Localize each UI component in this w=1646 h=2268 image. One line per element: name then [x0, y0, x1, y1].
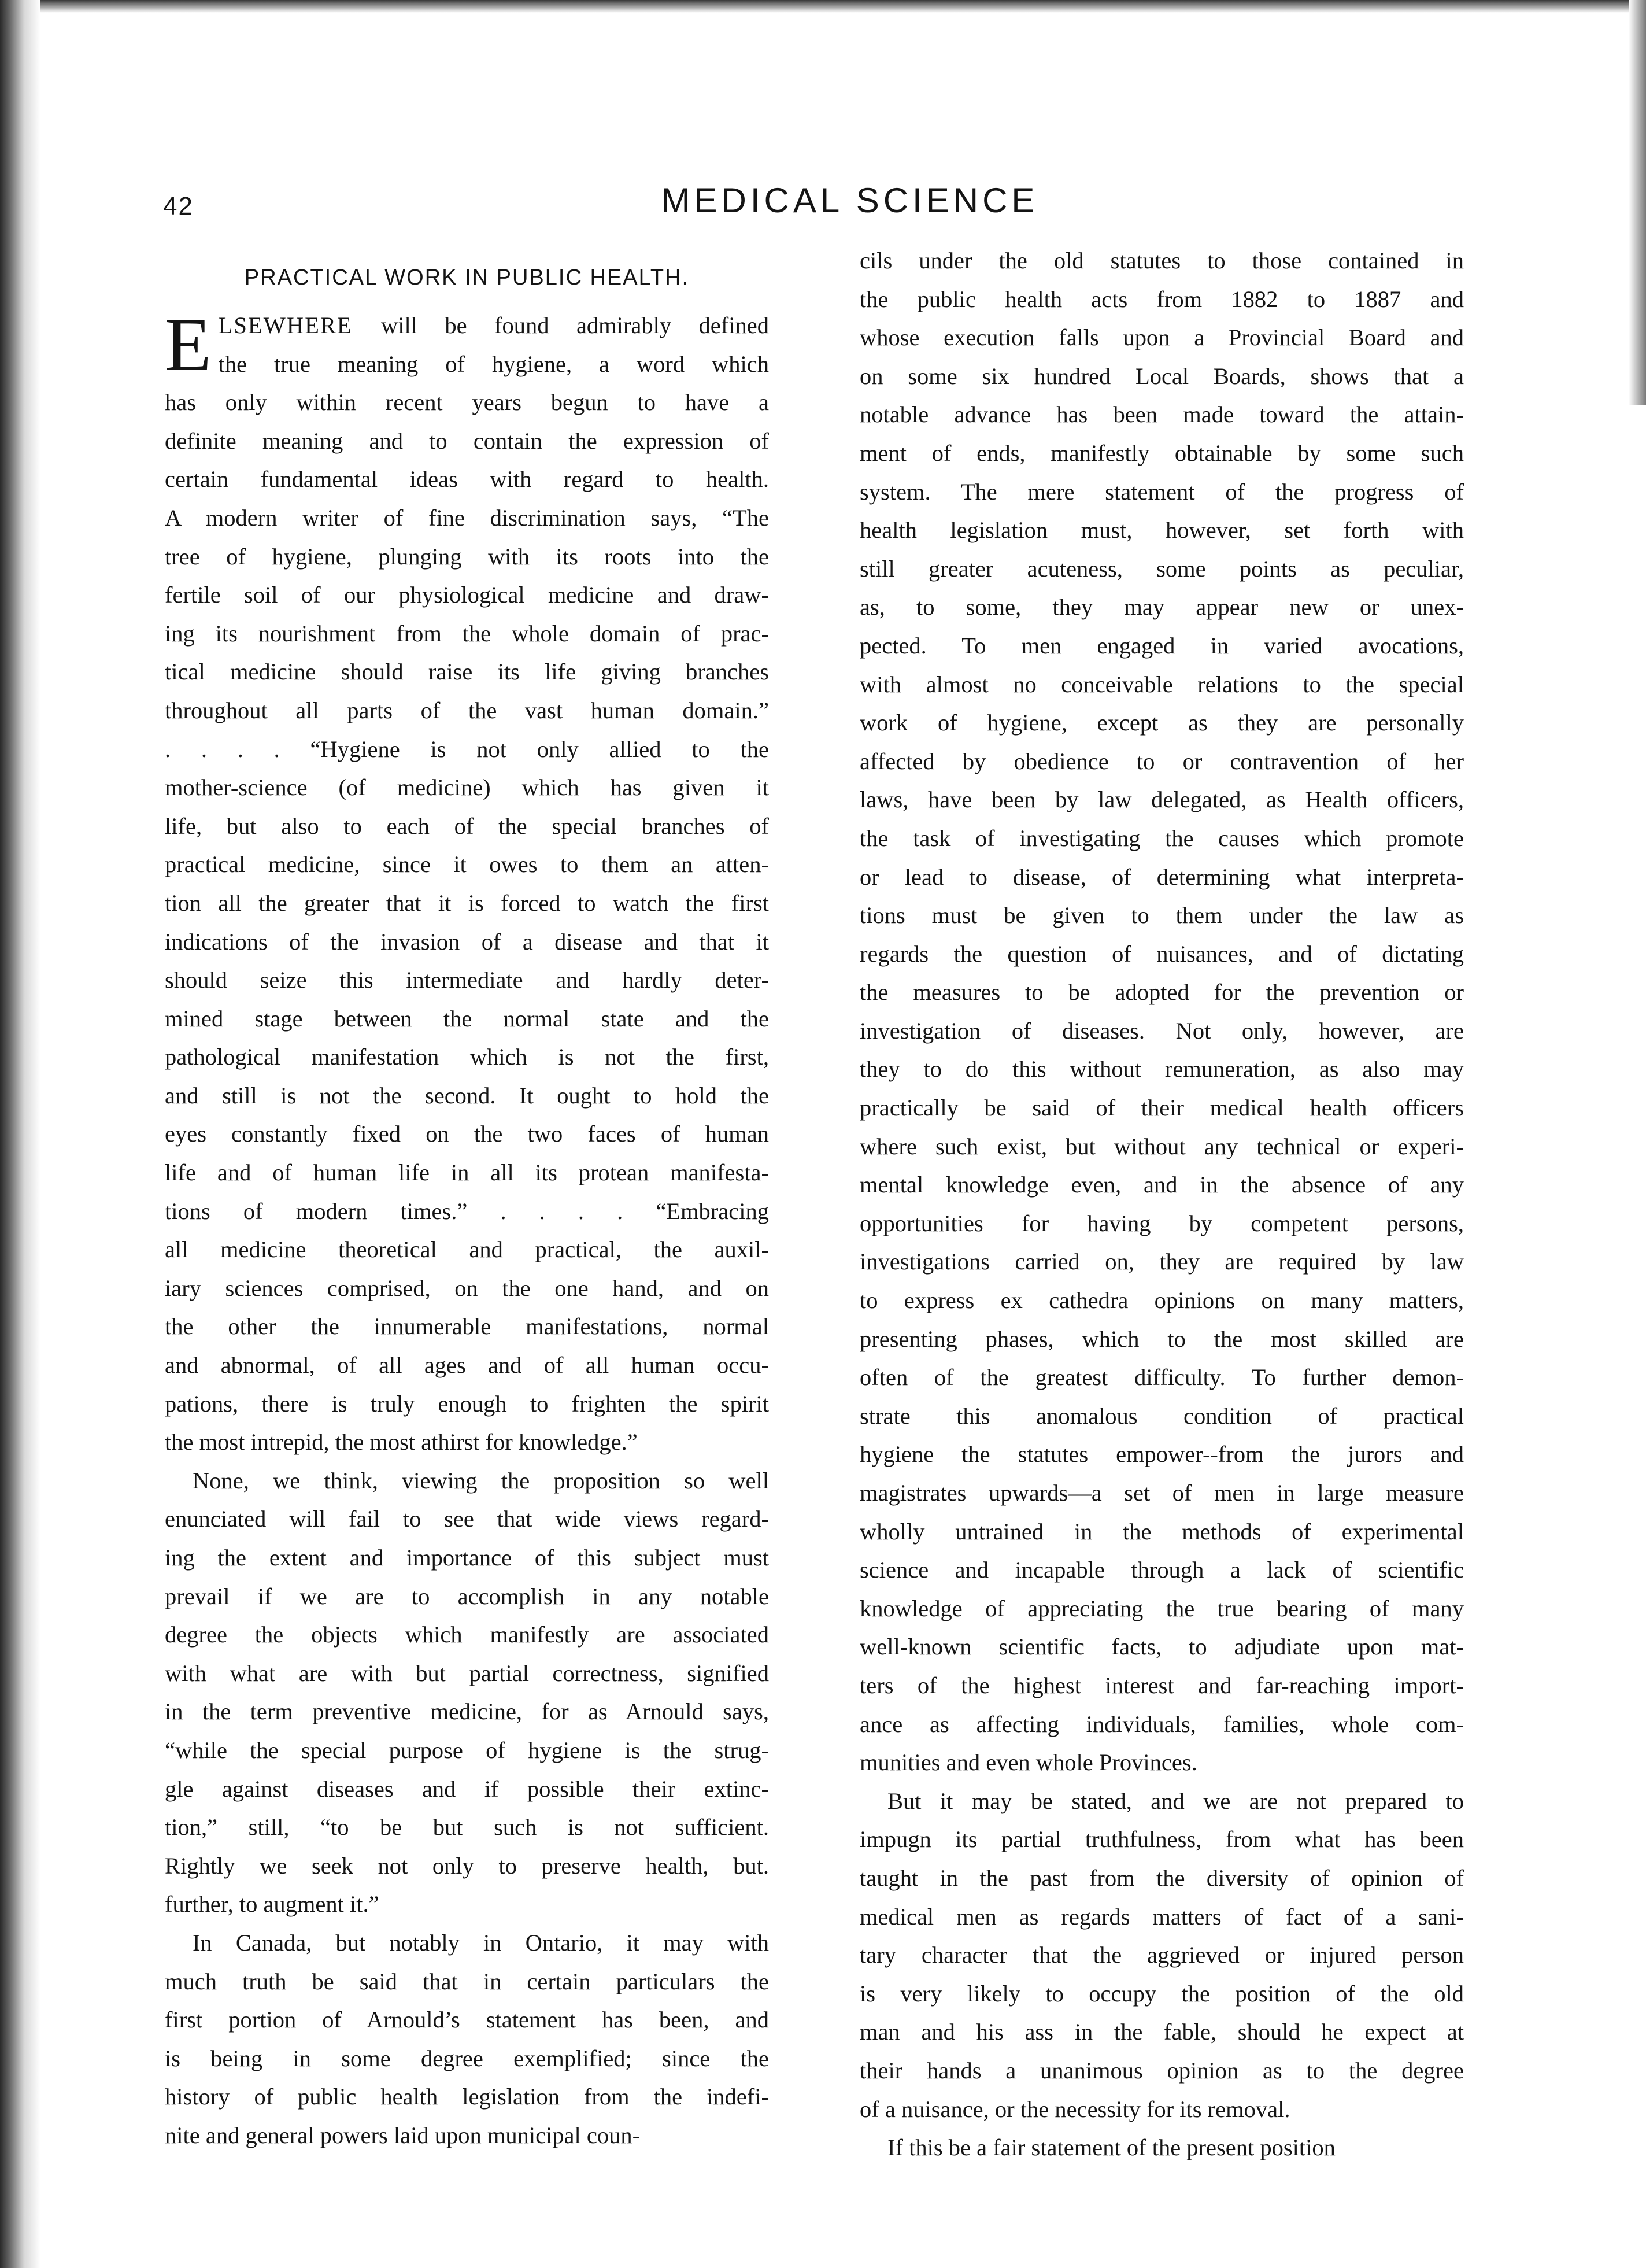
text-line: tion,” still, “to be but such is not sufficient.	[165, 1814, 769, 1841]
scan-edge-left	[0, 0, 40, 2268]
text-line: with what are with but partial correctness, signified	[165, 1660, 769, 1686]
text-line: all medicine theoretical and practical, the auxil-	[165, 1236, 769, 1263]
text-line: tions must be given to them under the law as	[860, 902, 1464, 929]
text-line: ance as affecting individuals, families, whole com-	[860, 1711, 1464, 1737]
text-line: knowledge of appreciating the true bearing of many	[860, 1595, 1464, 1621]
text-line: the true meaning of hygiene, a word which	[218, 350, 769, 377]
running-head: MEDICAL SCIENCE	[661, 181, 1039, 220]
text-line: tions of modern times.” . . . . “Embracing	[165, 1198, 769, 1224]
text-line: tical medicine should raise its life giving branches	[165, 659, 769, 685]
text-line: wholly untrained in the methods of experimental	[860, 1518, 1464, 1545]
text-line: health legislation must, however, set forth with	[860, 517, 1464, 544]
text-line: often of the greatest difficulty. To further demon-	[860, 1364, 1464, 1391]
text-line: prevail if we are to accomplish in any notable	[165, 1583, 769, 1609]
text-line: strate this anomalous condition of practical	[860, 1402, 1464, 1429]
text-line: should seize this intermediate and hardly deter-	[165, 967, 769, 993]
text-line: has only within recent years begun to have a	[165, 389, 769, 416]
text-line: ment of ends, manifestly obtainable by some such	[860, 439, 1464, 466]
text-line: laws, have been by law delegated, as Health officers,	[860, 786, 1464, 813]
text-line: mental knowledge even, and in the absence of any	[860, 1172, 1464, 1198]
text-line: is very likely to occupy the position of the old	[860, 1980, 1464, 2007]
text-line: medical men as regards matters of fact of a sani-	[860, 1903, 1464, 1930]
text-line: eyes constantly fixed on the two faces of human	[165, 1121, 769, 1147]
text-line: opportunities for having by competent persons,	[860, 1210, 1464, 1236]
text-line: presenting phases, which to the most skilled are	[860, 1325, 1464, 1352]
text-line: history of public health legislation from the indefi-	[165, 2084, 769, 2110]
first-word: LSEWHERE	[218, 312, 382, 338]
text-line: still greater acuteness, some points as peculiar,	[860, 555, 1464, 582]
text-line: life, but also to each of the special branches of	[165, 812, 769, 839]
text-line: tree of hygiene, plunging with its roots into the	[165, 543, 769, 570]
text-line: or lead to disease, of determining what interpreta-	[860, 863, 1464, 890]
text-line: in the term preventive medicine, for as Arnould says,	[165, 1698, 769, 1725]
text-line: much truth be said that in certain particulars the	[165, 1968, 769, 1994]
text-line: to express ex cathedra opinions on many matters,	[860, 1287, 1464, 1314]
text-line: the public health acts from 1882 to 1887 and	[860, 286, 1464, 312]
text-line: “while the special purpose of hygiene is the strug-	[165, 1737, 769, 1763]
text-line: as, to some, they may appear new or unex-	[860, 594, 1464, 620]
text-line: If this be a fair statement of the present position	[887, 2134, 1336, 2161]
text-line: pected. To men engaged in varied avocations,	[860, 632, 1464, 659]
text-line: LSEWHERE will be found admirably defined	[218, 312, 769, 338]
text-line: None, we think, viewing the proposition so well	[193, 1467, 769, 1494]
text-line: life and of human life in all its protean manifesta-	[165, 1159, 769, 1186]
text-line: tion all the greater that it is forced to watch the first	[165, 889, 769, 916]
text-line: where such exist, but without any technical or experi-	[860, 1133, 1464, 1159]
text-line: is being in some degree exemplified; since the	[165, 2045, 769, 2071]
text-line: the most intrepid, the most athirst for knowledge.”	[165, 1429, 638, 1456]
article-title: PRACTICAL WORK IN PUBLIC HEALTH.	[244, 265, 690, 290]
text-line: pations, there is truly enough to frighten the spirit	[165, 1390, 769, 1417]
text-line: further, to augment it.”	[165, 1891, 379, 1918]
text-line: degree the objects which manifestly are associated	[165, 1621, 769, 1648]
text-line: nite and general powers laid upon municipal coun-	[165, 2122, 641, 2148]
text-line: mined stage between the normal state and the	[165, 1005, 769, 1032]
text-line: their hands a unanimous opinion as to the degree	[860, 2057, 1464, 2084]
text-line: pathological manifestation which is not the first,	[165, 1044, 769, 1070]
text-line: work of hygiene, except as they are personally	[860, 710, 1464, 736]
text-line: indications of the invasion of a disease and that it	[165, 928, 769, 955]
left-column-text	[165, 302, 769, 2155]
text-line: notable advance has been made toward the attain-	[860, 401, 1464, 428]
text-line: investigations carried on, they are required by law	[860, 1248, 1464, 1275]
text-line: cils under the old statutes to those contained in	[860, 248, 1464, 274]
text-line: impugn its partial truthfulness, from what has been	[860, 1826, 1464, 1853]
text-line: ing its nourishment from the whole domain of prac-	[165, 620, 769, 647]
text-line: In Canada, but notably in Ontario, it may with	[193, 1929, 769, 1956]
text-line: affected by obedience to or contravention of her	[860, 748, 1464, 774]
text-line: throughout all parts of the vast human domain.”	[165, 697, 769, 723]
text-line: mother-science (of medicine) which has given it	[165, 774, 769, 801]
text-line: and abnormal, of all ages and of all human occu-	[165, 1352, 769, 1379]
text-line: investigation of diseases. Not only, however, are	[860, 1017, 1464, 1044]
text-line: gle against diseases and if possible their extinc-	[165, 1775, 769, 1802]
text-line: the other the innumerable manifestations, normal	[165, 1313, 769, 1340]
text-line: iary sciences comprised, on the one hand, and on	[165, 1275, 769, 1301]
page-number: 42	[163, 192, 194, 220]
text-line: regards the question of nuisances, and of dictating	[860, 940, 1464, 967]
text-line: . . . . “Hygiene is not only allied to the	[165, 736, 769, 762]
text-line: definite meaning and to contain the expression of	[165, 427, 769, 454]
text-line: tary character that the aggrieved or injured person	[860, 1942, 1464, 1968]
text-line: munities and even whole Provinces.	[860, 1749, 1197, 1776]
drop-cap: E	[165, 302, 212, 387]
text-line: well-known scientific facts, to adjudiate upon mat-	[860, 1634, 1464, 1660]
text-line: first portion of Arnould’s statement has been, and	[165, 2007, 769, 2033]
text-line: ing the extent and importance of this subject must	[165, 1545, 769, 1571]
text-line: system. The mere statement of the progress of	[860, 478, 1464, 505]
text-line: the task of investigating the causes which promote	[860, 825, 1464, 851]
text-line: whose execution falls upon a Provincial Board and	[860, 324, 1464, 351]
text-line: science and incapable through a lack of scientific	[860, 1557, 1464, 1583]
text-line: fertile soil of our physiological medicine and draw-	[165, 582, 769, 608]
text-line: on some six hundred Local Boards, shows that a	[860, 363, 1464, 389]
text-line: But it may be stated, and we are not prepared to	[887, 1787, 1464, 1814]
text-line: and still is not the second. It ought to hold the	[165, 1082, 769, 1109]
text-line: taught in the past from the diversity of opinion of	[860, 1864, 1464, 1891]
text-line: of a nuisance, or the necessity for its removal.	[860, 2096, 1290, 2122]
text-line: hygiene the statutes empower--from the jurors and	[860, 1441, 1464, 1468]
text-line: the measures to be adopted for the prevention or	[860, 979, 1464, 1006]
scan-edge-top	[0, 0, 1646, 13]
text-line: magistrates upwards—a set of men in large measure	[860, 1480, 1464, 1506]
text-line: man and his ass in the fable, should he expect at	[860, 2019, 1464, 2045]
text-line: ters of the highest interest and far-reaching import-	[860, 1672, 1464, 1698]
left-column	[165, 248, 769, 2155]
text-line: they to do this without remuneration, as also may	[860, 1056, 1464, 1083]
text-line: with almost no conceivable relations to the special	[860, 671, 1464, 697]
right-column	[860, 242, 1464, 2167]
text-line: Rightly we seek not only to preserve health, but.	[165, 1852, 769, 1879]
text-line: practical medicine, since it owes to them an atten-	[165, 851, 769, 878]
text-line: certain fundamental ideas with regard to health.	[165, 466, 769, 493]
text-line: enunciated will fail to see that wide views regard-	[165, 1506, 769, 1532]
scan-edge-right	[1629, 0, 1646, 405]
text-line: A modern writer of fine discrimination says, “The	[165, 504, 769, 531]
text-line: practically be said of their medical health officers	[860, 1095, 1464, 1121]
